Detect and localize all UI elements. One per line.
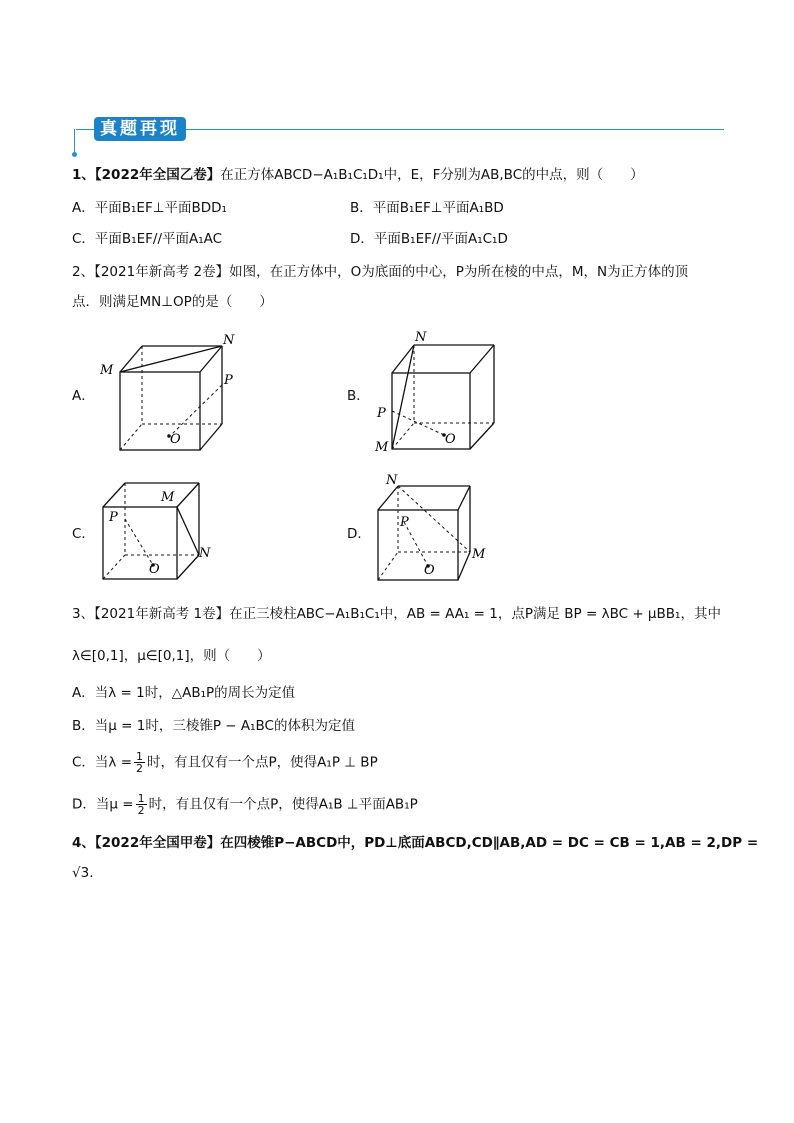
q2-label-b: B． (347, 388, 370, 404)
label-o: O (149, 562, 160, 577)
label-p: P (377, 406, 386, 421)
label-p: P (400, 515, 409, 530)
label-o: O (424, 563, 435, 578)
q2-stem-line2: 点．则满足MN⊥OP的是（ ） (72, 294, 273, 310)
q1-option-d: D．平面B₁EF//平面A₁C₁D (350, 231, 508, 247)
cube-figure-a (100, 330, 250, 452)
cube-figure-b (372, 325, 512, 455)
q1-option-c: C．平面B₁EF//平面A₁AC (72, 231, 223, 247)
label-m: M (472, 547, 486, 562)
label-p: P (224, 373, 233, 388)
label-o: O (445, 432, 456, 447)
q3-stem-line2: λ∈[0,1]，μ∈[0,1]，则（ ） (72, 648, 271, 664)
q3-option-b: B．当μ = 1时，三棱锥P − A₁BC的体积为定值 (72, 718, 355, 734)
label-p: P (109, 510, 118, 525)
label-m: M (375, 440, 389, 455)
q1-option-b: B．平面B₁EF⊥平面A₁BD (350, 200, 504, 216)
label-n: N (415, 330, 427, 345)
label-o: O (170, 432, 181, 447)
cube-figure-c (95, 475, 235, 585)
q3-option-a: A．当λ = 1时，△AB₁P的周长为定值 (72, 685, 296, 701)
label-n: N (386, 473, 398, 488)
label-n: N (223, 333, 235, 348)
q3-option-d: D．当μ = $\frac{1}{2}$ 时，有且仅有一个点P，使得A₁B ⊥平面AB₁P (72, 792, 418, 817)
q4-stem-line2: √3. (72, 865, 94, 881)
q4-stem-line1: 4、【2022年全国甲卷】在四棱锥P−ABCD中，PD⊥底面ABCD,CD∥AB,AD = DC = CB = 1,AB = 2,DP = (72, 835, 759, 851)
cube-figure-d (370, 470, 510, 585)
q1-stem: 1、【2022年全国乙卷】在正方体ABCD−A₁B₁C₁D₁中，E，F分别为AB,BC的中点，则（ ） (72, 167, 644, 183)
q2-label-d: D． (347, 526, 371, 542)
q2-label-c: C． (72, 526, 95, 542)
label-m: M (100, 363, 114, 378)
q1-option-a: A．平面B₁EF⊥平面BDD₁ (72, 200, 227, 216)
section-title: 真题再现 (94, 117, 186, 141)
label-m: M (161, 490, 175, 505)
q2-stem-line1: 2、【2021年新高考 2卷】如图，在正方体中，O为底面的中心，P为所在棱的中点，M，N为正方体的顶 (72, 264, 689, 280)
q3-stem-line1: 3、【2021年新高考 1卷】在正三棱柱ABC−A₁B₁C₁中，AB = AA₁ = 1，点P满足 BP = λBC + μBB₁，其中 (72, 606, 721, 622)
section-header (72, 116, 724, 158)
label-n: N (199, 546, 211, 561)
q2-label-a: A． (72, 388, 95, 404)
header-dot (72, 152, 77, 157)
q3-option-c: C．当λ = $\frac{1}{2}$ 时，有且仅有一个点P，使得A₁P ⊥ BP (72, 750, 378, 775)
